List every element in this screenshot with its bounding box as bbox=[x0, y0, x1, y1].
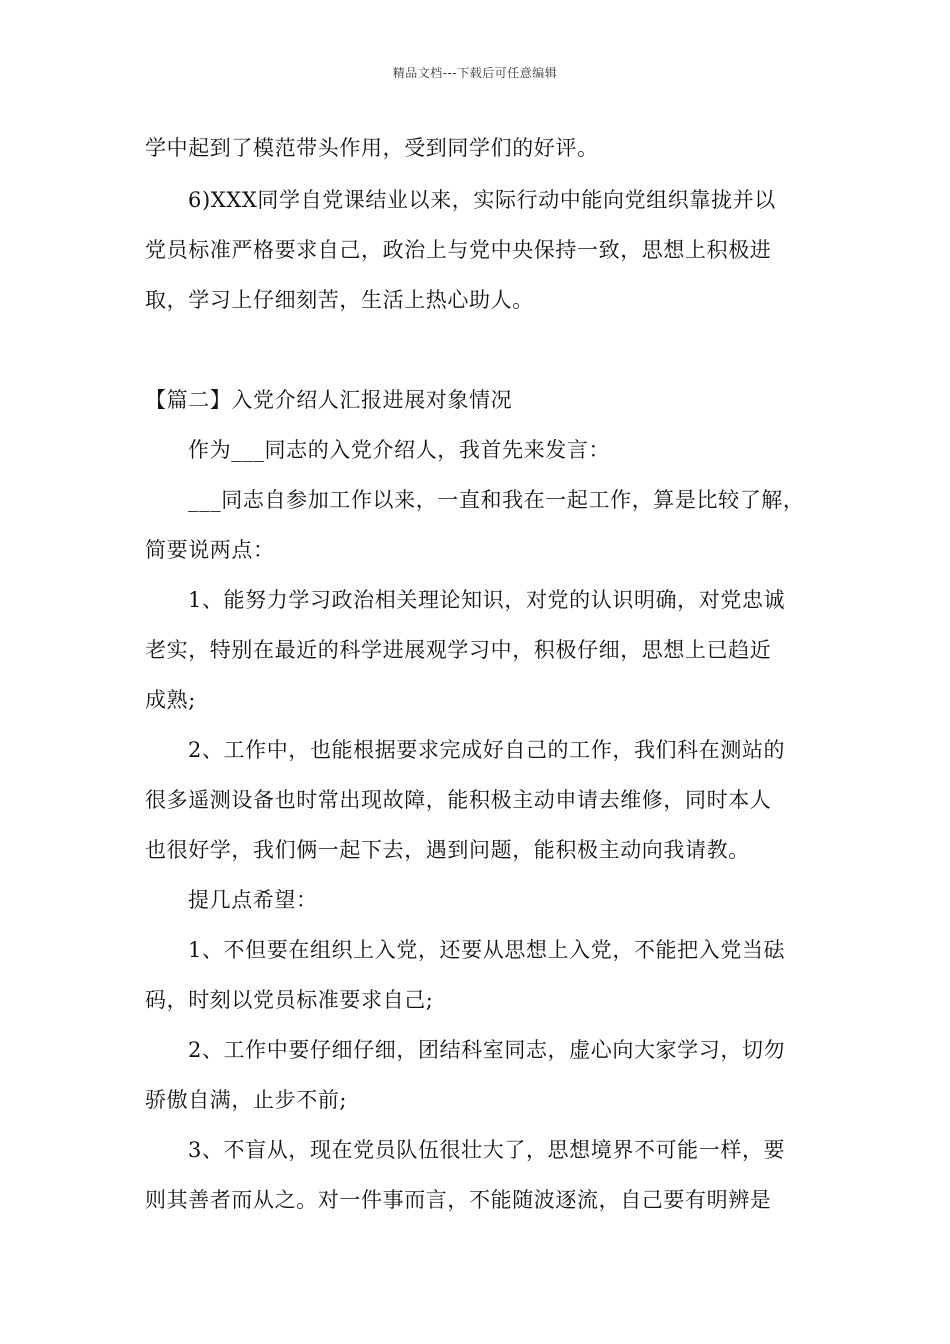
text-line: 则其善者而从之。对一件事而言，不能随波逐流，自己要有明辨是 bbox=[145, 1188, 772, 1212]
text-line: 码，时刻以党员标准要求自己; bbox=[145, 988, 434, 1012]
text-line: 2、工作中，也能根据要求完成好自己的工作，我们科在测站的 bbox=[188, 738, 786, 762]
text-line: 作为___同志的入党介绍人，我首先来发言： bbox=[188, 438, 611, 462]
text-line: 提几点希望： bbox=[188, 888, 318, 912]
text-line: 很多遥测设备也时常出现故障，能积极主动申请去维修，同时本人 bbox=[145, 788, 772, 812]
text-line: 学中起到了模范带头作用，受到同学们的好评。 bbox=[145, 136, 599, 160]
text-line: 简要说两点： bbox=[145, 538, 275, 562]
text-line: 取，学习上仔细刻苦，生活上热心助人。 bbox=[145, 288, 534, 312]
text-line: 老实，特别在最近的科学进展观学习中，积极仔细，思想上已趋近 bbox=[145, 638, 772, 662]
text-line: 2、工作中要仔细仔细，团结科室同志，虚心向大家学习，切勿 bbox=[188, 1038, 786, 1062]
text-line: ___同志自参加工作以来，一直和我在一起工作，算是比较了解， bbox=[188, 488, 805, 512]
text-line: 1、不但要在组织上入党，还要从思想上入党，不能把入党当砝 bbox=[188, 938, 786, 962]
text-line: 1、能努力学习政治相关理论知识，对党的认识明确，对党忠诚 bbox=[188, 588, 786, 612]
text-line: 骄傲自满，止步不前; bbox=[145, 1088, 348, 1112]
text-line: 成熟; bbox=[145, 688, 196, 712]
text-line: 也很好学，我们俩一起下去，遇到问题，能积极主动向我请教。 bbox=[145, 838, 750, 862]
text-line: 3、不盲从，现在党员队伍很壮大了，思想境界不可能一样，要 bbox=[188, 1138, 786, 1162]
text-line: 党员标准严格要求自己，政治上与党中央保持一致，思想上积极进 bbox=[145, 238, 772, 262]
section-heading: 【篇二】入党介绍人汇报进展对象情况 bbox=[145, 388, 513, 412]
text-line: 6)XXX同学自党课结业以来，实际行动中能向党组织靠拢并以 bbox=[188, 188, 776, 212]
page-header: 精品文档---下载后可任意编辑 bbox=[392, 66, 558, 80]
